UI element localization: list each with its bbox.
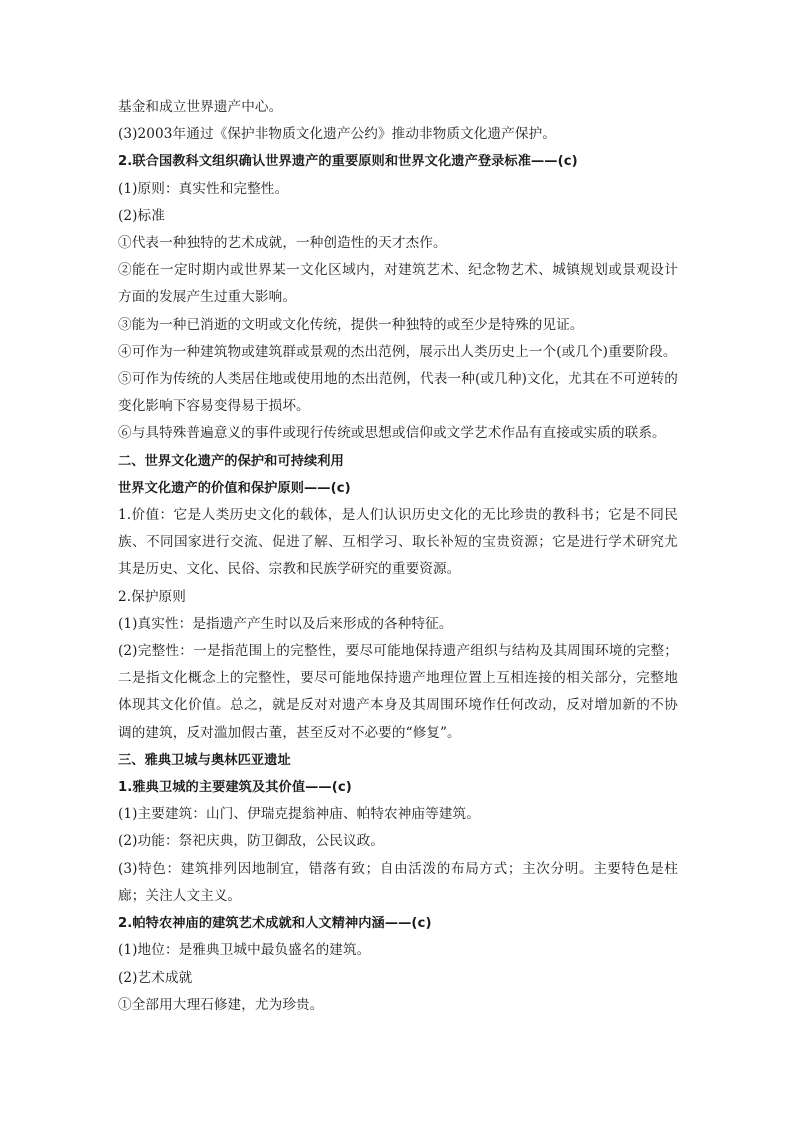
section-heading: 二、世界文化遗产的保护和可持续利用 bbox=[118, 453, 344, 469]
paragraph: ④可作为一种建筑物或建筑群或景观的杰出范例，展示出人类历史上一个(或几个)重要阶段。 bbox=[118, 343, 677, 360]
paragraph: (1)真实性：是指遗产产生时以及后来形成的各种特征。 bbox=[118, 615, 453, 632]
paragraph: ⑤可作为传统的人类居住地或使用地的杰出范例，代表一种(或几种)文化，尤其在不可逆转的变化影响下容易变得易于损坏。 bbox=[118, 371, 678, 415]
document-body bbox=[118, 94, 678, 1019]
paragraph: ⑥与具特殊普遍意义的事件或现行传统或思想或信仰或文学艺术作品有直接或实质的联系。 bbox=[118, 425, 666, 442]
section-heading: 世界文化遗产的价值和保护原则——(c) bbox=[118, 480, 351, 496]
paragraph: (1)主要建筑：山门、伊瑞克提翁神庙、帕特农神庙等建筑。 bbox=[118, 806, 480, 823]
paragraph: ③能为一种已消逝的文明或文化传统，提供一种独特的或至少是特殊的见证。 bbox=[118, 316, 584, 333]
paragraph: ①代表一种独特的艺术成就，一种创造性的天才杰作。 bbox=[118, 235, 447, 252]
paragraph: (2)完整性：一是指范围上的完整性，要尽可能地保持遗产组织与结构及其周围环境的完整；二是指文化概念上的完整性，要尽可能地保持遗产地理位置上互相连接的相关部分，完整地体现其文化价值。总之，就是反对对遗产本身及其周围环境作任何改动，反对增加新的不协调的建筑，反对滥加假古董，甚至反对不必要的“修复”。 bbox=[118, 643, 678, 741]
section-heading: 2.帕特农神庙的建筑艺术成就和人文精神内涵——(c) bbox=[118, 916, 432, 932]
paragraph: 2.保护原则 bbox=[118, 588, 186, 605]
paragraph: (2)艺术成就 bbox=[118, 969, 193, 986]
paragraph: 基金和成立世界遗产中心。 bbox=[118, 99, 283, 115]
paragraph: (3)特色：建筑排列因地制宜，错落有致；自由活泼的布局方式；主次分明。主要特色是柱廊；关注人文主义。 bbox=[118, 860, 678, 904]
paragraph: (1)地位：是雅典卫城中最负盛名的建筑。 bbox=[118, 942, 371, 959]
section-heading: 1.雅典卫城的主要建筑及其价值——(c) bbox=[118, 780, 352, 796]
paragraph: (3)2003年通过《保护非物质文化遗产公约》推动非物质文化遗产保护。 bbox=[118, 126, 556, 143]
paragraph: (2)标准 bbox=[118, 207, 165, 224]
paragraph: ②能在一定时期内或世界某一文化区域内，对建筑艺术、纪念物艺术、城镇规划或景观设计方面的发展产生过重大影响。 bbox=[118, 262, 678, 306]
paragraph: 1.价值：它是人类历史文化的载体，是人们认识历史文化的无比珍贵的教科书；它是不同民族、不同国家进行交流、促进了解、互相学习、取长补短的宝贵资源；它是进行学术研究尤其是历史、文化、民俗、宗教和民族学研究的重要资源。 bbox=[118, 507, 678, 578]
paragraph: (1)原则：真实性和完整性。 bbox=[118, 180, 289, 197]
paragraph: ①全部用大理石修建，尤为珍贵。 bbox=[118, 996, 324, 1013]
section-heading: 2.联合国教科文组织确认世界遗产的重要原则和世界文化遗产登录标准——(c) bbox=[118, 154, 578, 170]
section-heading: 三、雅典卫城与奥林匹亚遗址 bbox=[118, 752, 291, 768]
paragraph: (2)功能：祭祀庆典，防卫御敌，公民议政。 bbox=[118, 833, 385, 850]
